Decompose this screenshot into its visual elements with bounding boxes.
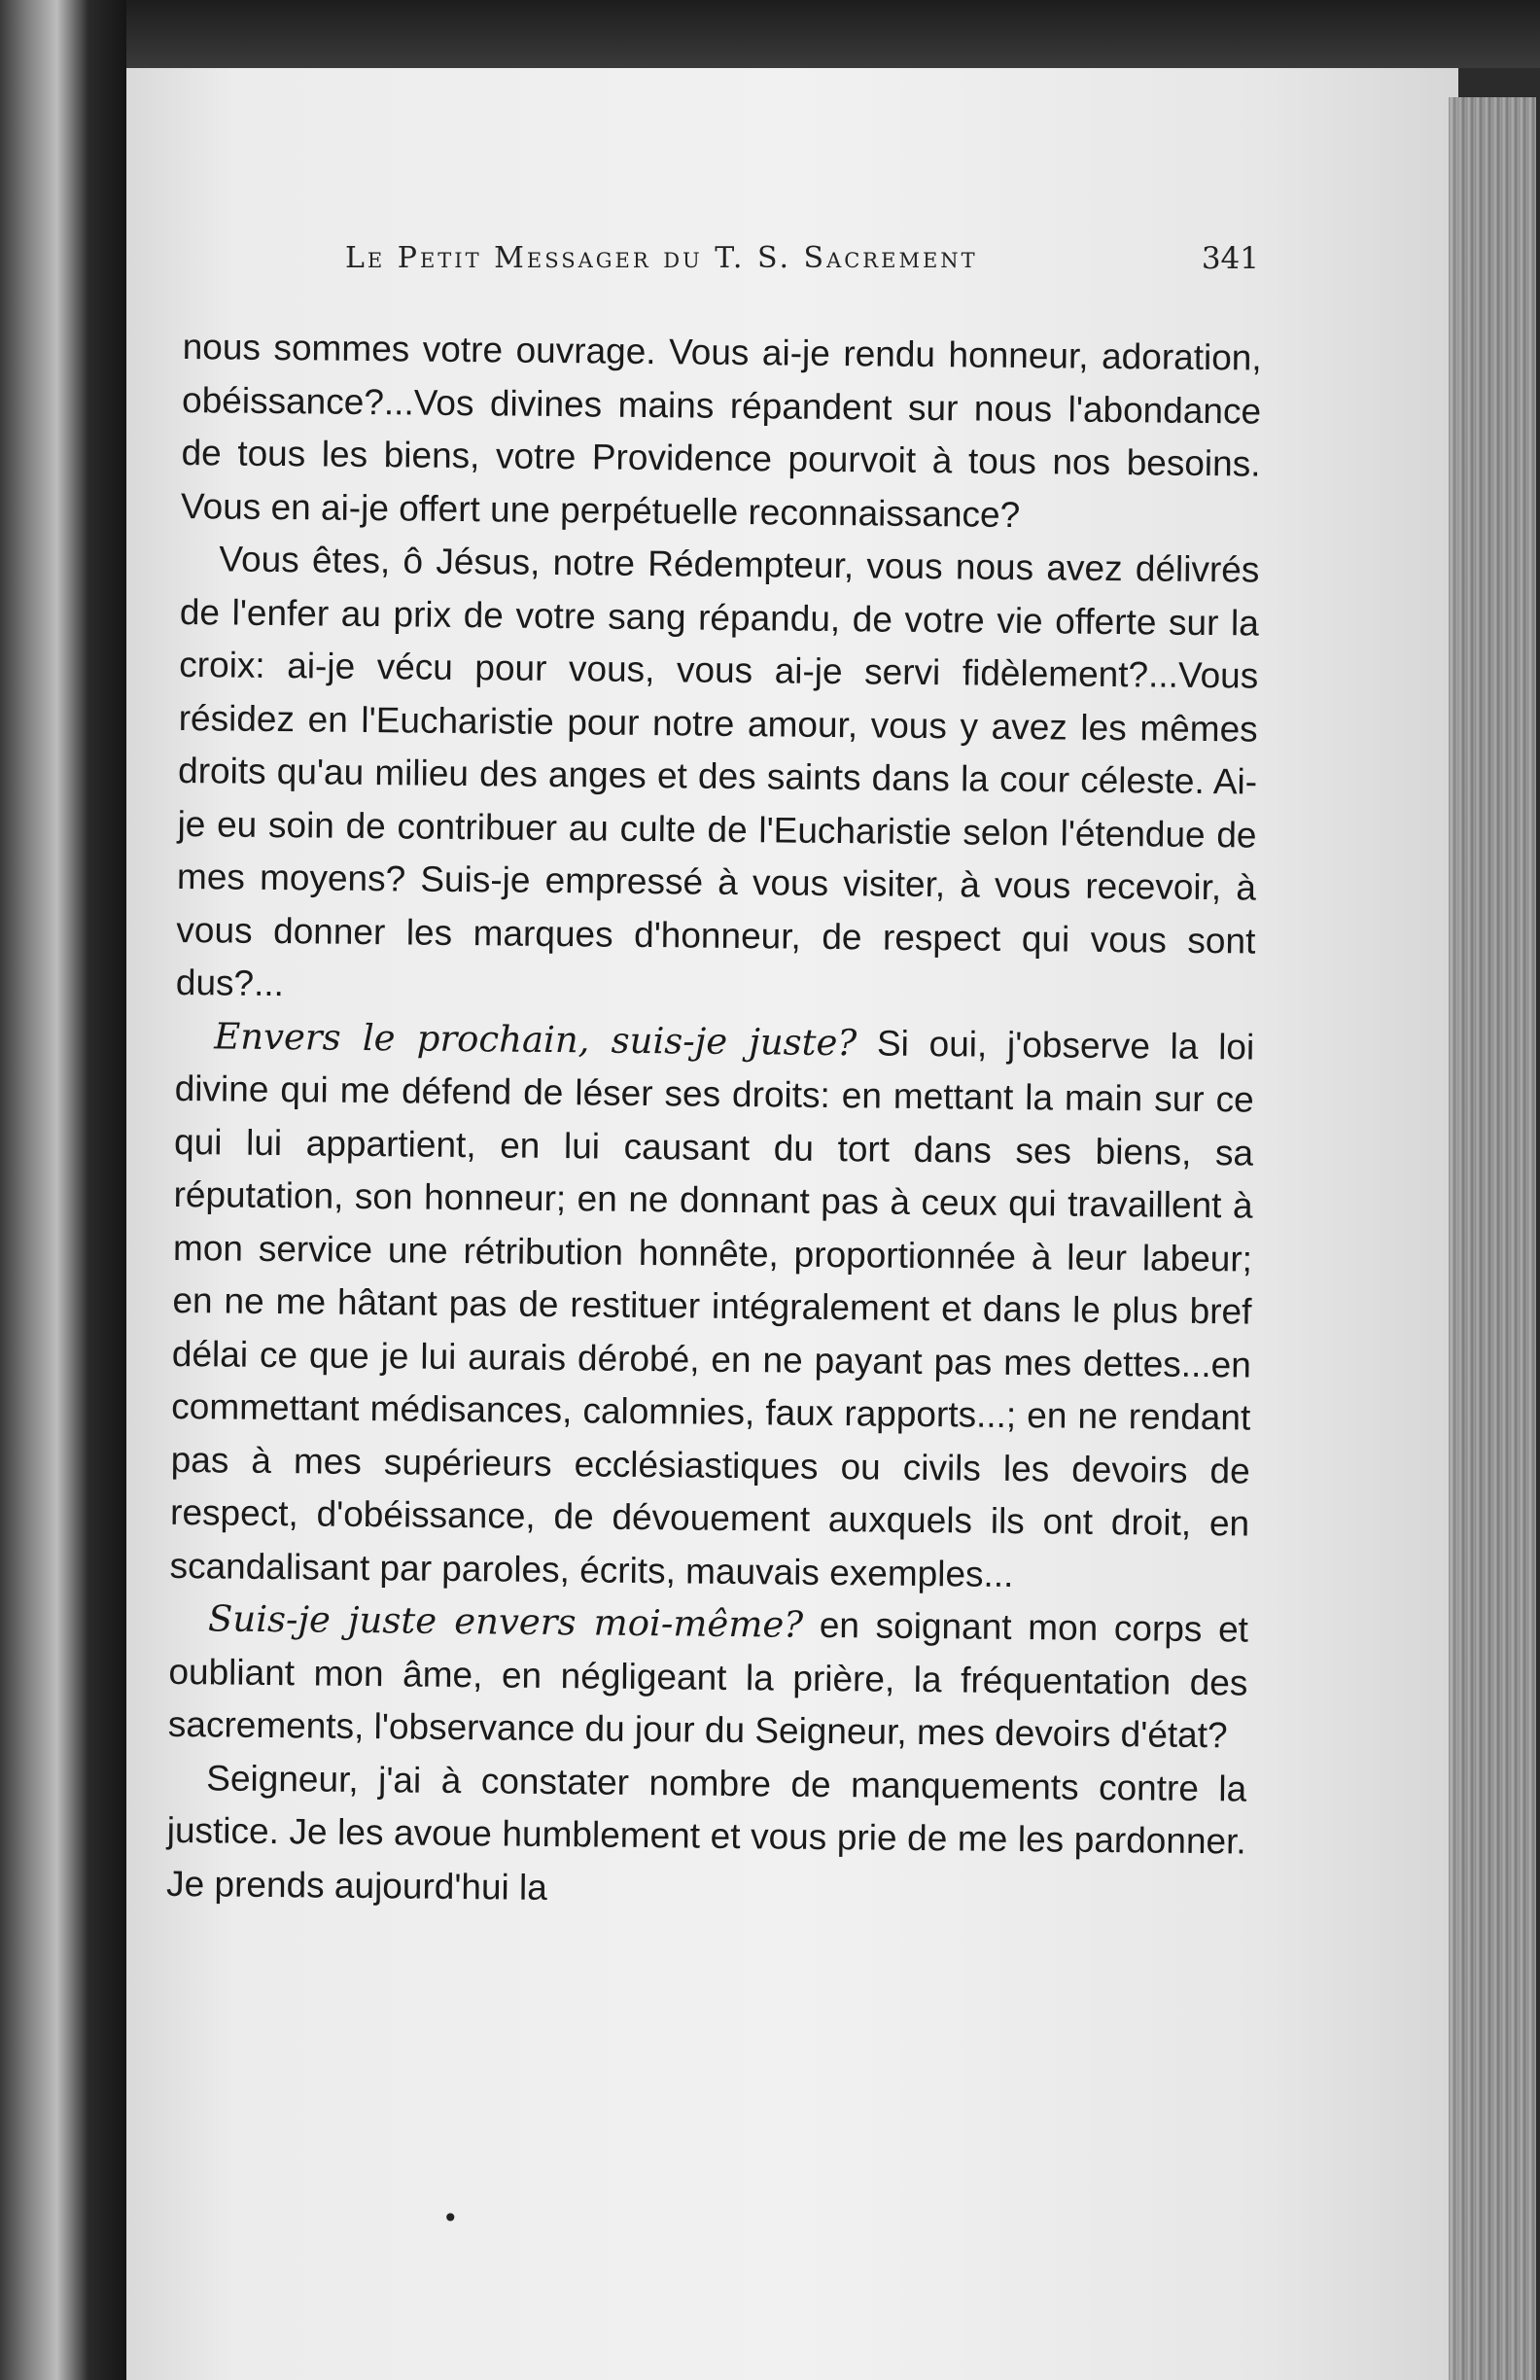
ink-speck: • [442,2202,459,2234]
paragraph-5 [166,1751,1247,1921]
paragraph-5-text: Seigneur, j'ai à constater nombre de manquements contre la justice. Je les avoue humblement et vous prie de me les pardonner. Je prends aujourd'hui la [165,1757,1247,1908]
paragraph-3 [169,1009,1254,1603]
paragraph-4 [168,1592,1249,1763]
page-edges [1449,97,1536,2380]
paragraph-1 [181,321,1262,544]
paragraph-2-text: Vous êtes, ô Jésus, notre Rédempteur, vous nous avez délivrés de l'enfer au prix de votre sang répandu, de votre vie offerte sur la croix: ai-je vécu pour vous, vous ai-je servi fidèlement?...Vous résidez en l'Eucharistie pour notre amour, vous y avez les mêmes droits qu'au milieu des anges et des saints dans la cour céleste. Ai-je eu soin de contribuer au culte de l'Eucharistie selon l'étendue de mes moyens? Suis-je empressé à vous visiter, à vous recevoir, à vous donner les marques d'honneur, de respect qui vous sont dus?... [175,539,1260,1004]
paragraph-1-text: nous sommes votre ouvrage. Vous ai-je rendu honneur, adoration, obéissance?...Vos divines mains répandent sur nous l'abondance de tous les biens, votre Providence pourvoit à tous nos besoins. Vous en ai-je offert une perpétuelle reconnaissance? [180,326,1262,535]
running-header [345,241,1259,290]
paragraph-4-italic-lead: Suis-je juste envers moi-même? [207,1597,804,1646]
running-title: Le Petit Messager du T. S. Sacrement [345,241,978,275]
top-background [126,0,1540,68]
paragraph-2 [176,533,1260,1021]
paragraph-4-text: en soignant mon corps et oubliant mon âme, en négligeant la prière, la fréquentation des sacrements, l'observance du jour du Seigneur, mes devoirs d'état? [167,1604,1249,1756]
book-gutter [0,0,126,2380]
paragraph-3-text: Si oui, j'observe la loi divine qui me défend de léser ses droits: en mettant la main sur ce qui lui appartient, en lui causant du tort dans ses biens, sa réputation, son honneur; en ne donnant pas à ceux qui travaillent à mon service une rétribution honnête, proportionnée à leur labeur; en ne me hâtant pas de restituer intégralement et dans le plus bref délai ce que je lui aurais dérobé, en ne payant pas mes dettes...en commettant médisances, calomnies, faux rapports...; en ne rendant pas à mes supérieurs ecclésiastiques ou civils les devoirs de respect, d'obéissance, de dévouement auxquels ils ont droit, en scandalisant par paroles, écrits, mauvais exemples... [169,1022,1255,1594]
body-text [166,321,1262,1922]
page-number: 341 [1201,241,1259,276]
paragraph-3-italic-lead: Envers le prochain, suis-je juste? [214,1014,858,1064]
